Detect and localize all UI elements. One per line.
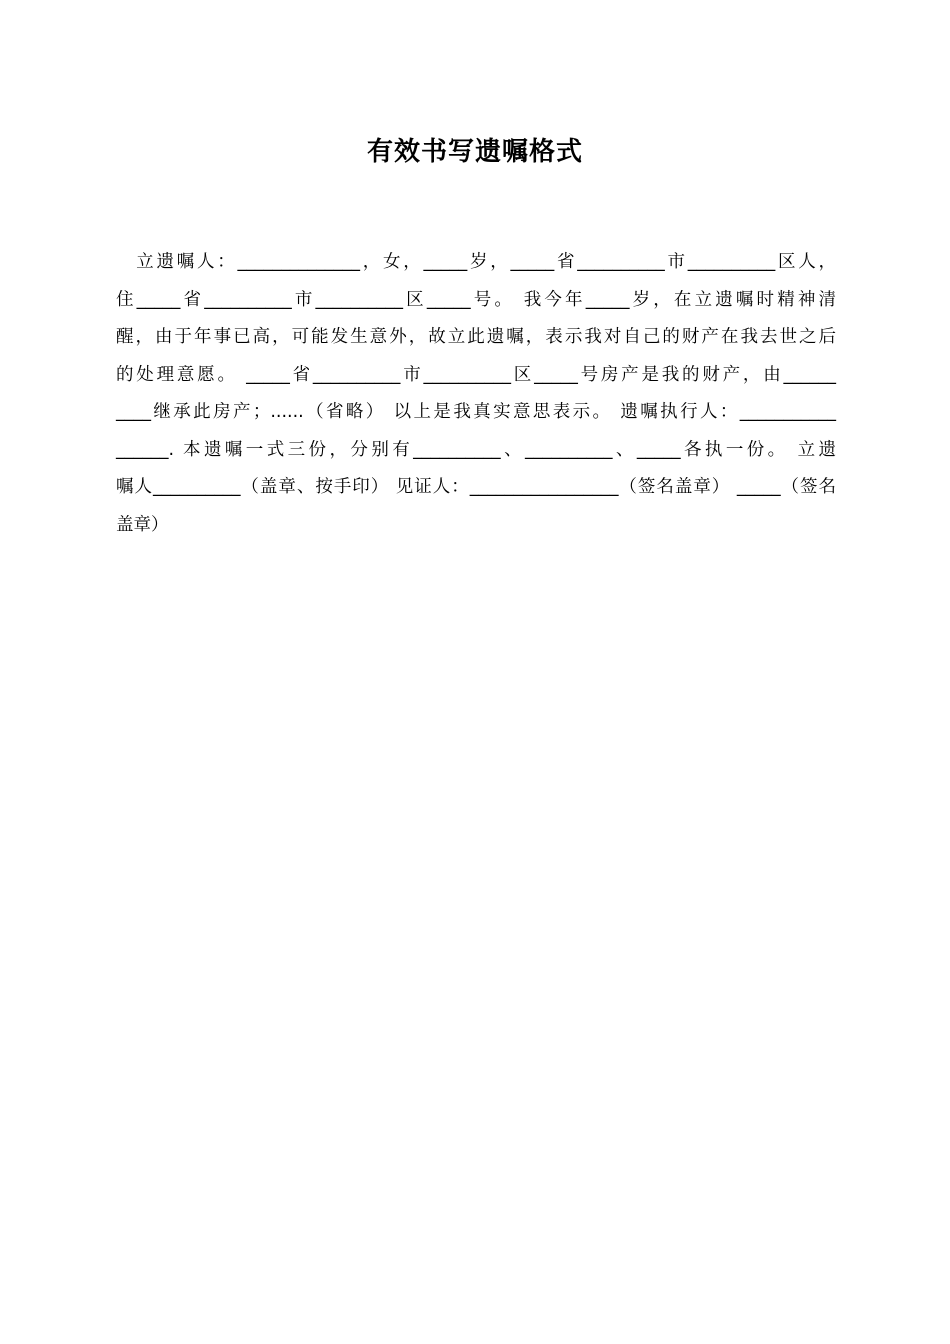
body-line: ______. 本遗嘱一式三份，分别有__________、__________、_____各执一份。 立遗 [116,439,836,460]
body-line: 的处理意愿。 _____省__________市__________区_____号房产是我的财产，由______ [116,364,836,385]
body-line: 醒，由于年事已高，可能发生意外，故立此遗嘱，表示我对自己的财产在我去世之后 [116,327,836,347]
body-line: 盖章） [116,514,169,535]
body-line: 嘱人__________（盖章、按手印） 见证人：_________________（签名盖章） _____（签名 [116,477,836,497]
body-line: ____继承此房产；......（省略） 以上是我真实意思表示。 遗嘱执行人：___________ [116,402,836,422]
document-title: 有效书写遗嘱格式 [366,137,583,167]
body-line: 立遗嘱人：______________，女，_____岁，_____省__________市__________区人， [116,252,836,272]
document-body [116,244,836,544]
body-line: 住_____省__________市__________区_____号。 我今年_____岁，在立遗嘱时精神清 [116,289,836,310]
